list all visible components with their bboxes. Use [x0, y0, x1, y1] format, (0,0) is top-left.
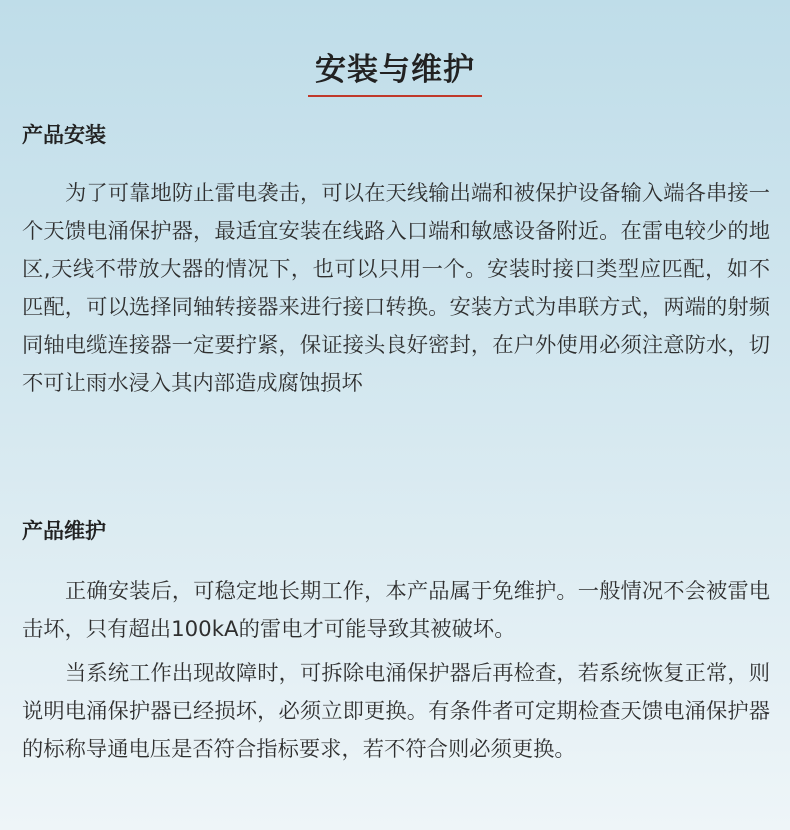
install-paragraph: 为了可靠地防止雷电袭击，可以在天线输出端和被保护设备输入端各串接一个天馈电涌保护器，最适宜安装在线路入口端和敏感设备附近。在雷电较少的地区,天线不带放大器的情况下，也可以只用一个。安装时接口类型应匹配，如不匹配，可以选择同轴转接器来进行接口转换。安装方式为串联方式，两端的射频同轴电缆连接器一定要拧紧，保证接头良好密封，在户外使用必须注意防水，切不可让雨水浸入其内部造成腐蚀损坏 [22, 181, 770, 396]
page-title: 安装与维护 [315, 52, 475, 88]
title-underline [308, 95, 482, 97]
install-heading: 产品安装 [22, 123, 106, 147]
maintenance-paragraph: 正确安装后，可稳定地长期工作，本产品属于免维护。一般情况不会被雷电击坏，只有超出100kA的雷电才可能导致其被破坏。 [22, 579, 770, 642]
maintenance-heading: 产品维护 [22, 519, 106, 543]
maintenance-paragraph: 当系统工作出现故障时，可拆除电涌保护器后再检查，若系统恢复正常，则说明电涌保护器已经损坏，必须立即更换。有条件者可定期检查天馈电涌保护器的标称导通电压是否符合指标要求，若不符合则必须更换。 [22, 661, 770, 762]
